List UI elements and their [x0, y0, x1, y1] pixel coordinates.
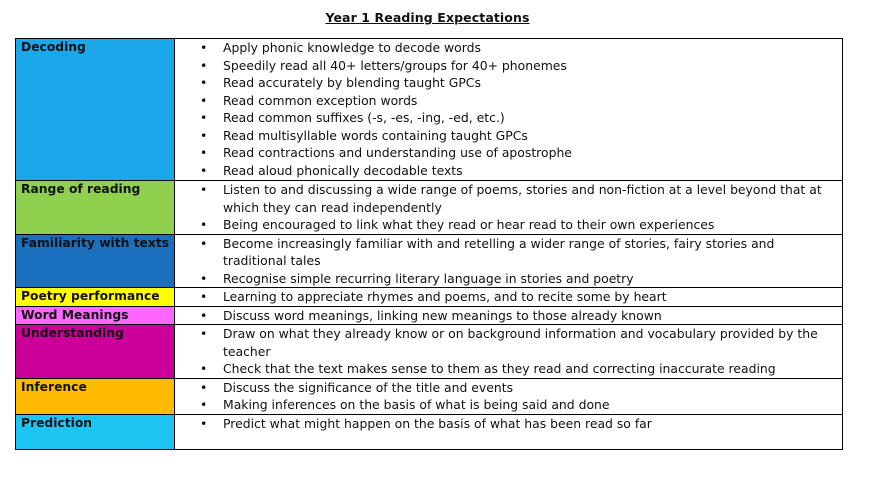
- list-item: • Learning to appreciate rhymes and poems, and to recite some by heart: [175, 288, 836, 306]
- table-row: [16, 306, 843, 325]
- list-item: • Being encouraged to link what they read or hear read to their own experiences: [175, 216, 836, 234]
- list-item: • Predict what might happen on the basis of what has been read so far: [175, 415, 836, 433]
- table-row: [16, 234, 843, 288]
- items-prediction: [175, 414, 843, 449]
- category-poetry-performance: Poetry performance: [16, 288, 175, 307]
- table-row: [16, 414, 843, 449]
- category-understanding: Understanding: [16, 325, 175, 379]
- category-decoding: Decoding: [16, 39, 175, 181]
- list-item: • Read aloud phonically decodable texts: [175, 162, 836, 180]
- reading-expectations-table: [15, 38, 843, 450]
- list-item: • Become increasingly familiar with and retelling a wider range of stories, fairy stories and traditional tales: [175, 235, 836, 270]
- list-item: • Read contractions and understanding use of apostrophe: [175, 144, 836, 162]
- table-row: [16, 378, 843, 414]
- list-item: • Speedily read all 40+ letters/groups for 40+ phonemes: [175, 57, 836, 75]
- category-range-of-reading: Range of reading: [16, 181, 175, 235]
- list-item: • Recognise simple recurring literary language in stories and poetry: [175, 270, 836, 288]
- list-item: • Apply phonic knowledge to decode words: [175, 39, 836, 57]
- list-item: • Check that the text makes sense to them as they read and correcting inaccurate reading: [175, 360, 836, 378]
- list-item: • Read multisyllable words containing taught GPCs: [175, 127, 836, 145]
- list-item: • Discuss word meanings, linking new meanings to those already known: [175, 307, 836, 325]
- items-decoding: [175, 39, 843, 181]
- category-word-meanings: Word Meanings: [16, 306, 175, 325]
- category-prediction: Prediction: [16, 414, 175, 449]
- items-range-of-reading: [175, 181, 843, 235]
- list-item: • Making inferences on the basis of what is being said and done: [175, 396, 836, 414]
- category-familiarity-with-texts: Familiarity with texts: [16, 234, 175, 288]
- list-item: • Listen to and discussing a wide range of poems, stories and non-fiction at a level beyond that at which they can read independently: [175, 181, 836, 216]
- items-familiarity-with-texts: [175, 234, 843, 288]
- list-item: • Discuss the significance of the title and events: [175, 379, 836, 397]
- table-row: [16, 181, 843, 235]
- items-understanding: [175, 325, 843, 379]
- list-item: • Read common suffixes (-s, -es, -ing, -ed, etc.): [175, 109, 836, 127]
- items-inference: [175, 378, 843, 414]
- category-inference: Inference: [16, 378, 175, 414]
- list-item: • Read accurately by blending taught GPCs: [175, 74, 836, 92]
- list-item: • Draw on what they already know or on background information and vocabulary provided by the teacher: [175, 325, 836, 360]
- items-poetry-performance: [175, 288, 843, 307]
- table-row: [16, 288, 843, 307]
- table-row: [16, 39, 843, 181]
- page-title: Year 1 Reading Expectations: [325, 10, 530, 25]
- table-row: [16, 325, 843, 379]
- items-word-meanings: [175, 306, 843, 325]
- list-item: • Read common exception words: [175, 92, 836, 110]
